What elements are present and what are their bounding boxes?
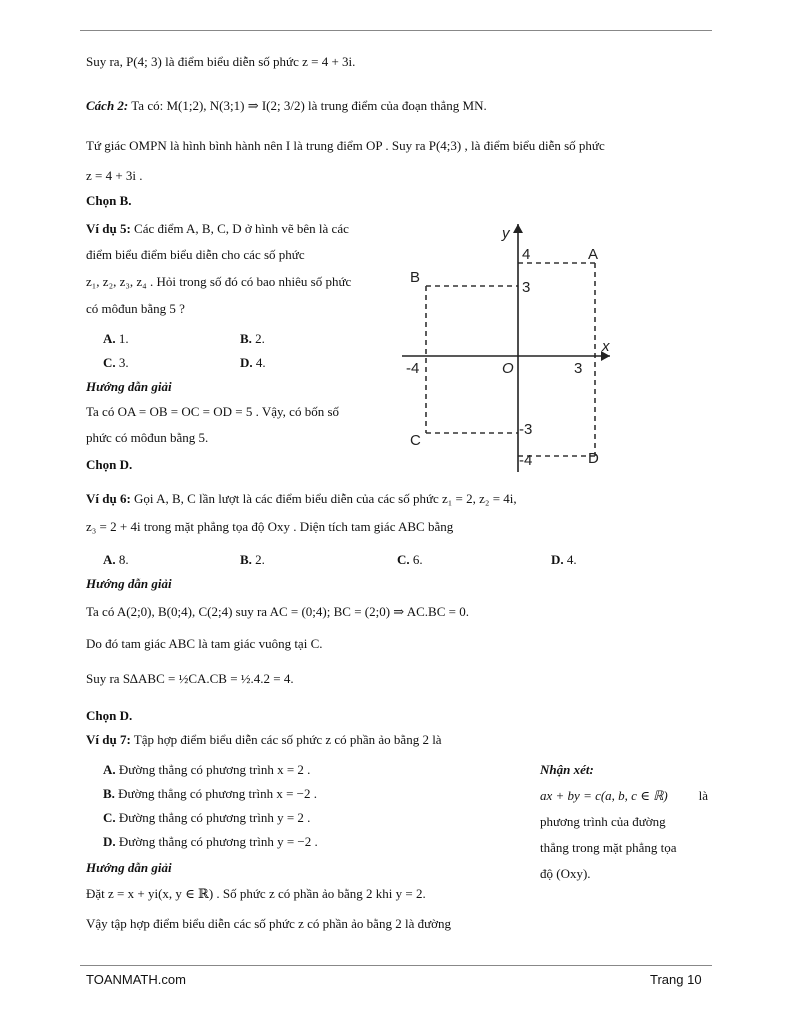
ex6-line-2: z₃ = 2 + 4i trong mặt phẳng tọa độ Oxy . Diện tích tam giác ABC bằng [86,519,454,534]
ex6-solution-3: Suy ra S∆ABC = ½CA.CB = ½.4.2 = 4. [86,671,294,686]
note-equation: ax + by = c(a, b, c ∈ ℝ) [540,788,668,803]
point-b-label: B [410,269,421,286]
label-origin: O [502,360,514,377]
ex5-answer: Chọn D. [86,457,133,472]
ex6-line-1 [86,490,517,508]
ex6-answer: Chọn D. [86,708,133,723]
point-c-label: C [410,432,421,449]
answer-1: Chọn B. [86,193,132,208]
ex7-solution-2: Vậy tập hợp điểm biểu diễn các số phức z có phần ảo bằng 2 là đường [86,916,452,931]
ex6-label: Ví dụ 6: [86,491,131,506]
note-title: Nhận xét: [540,762,594,777]
footer-rule [80,965,712,966]
ex6-option-b: B. 2. [240,552,265,567]
ex6-option-d: D. 4. [551,552,577,567]
label-x-axis: x [602,338,610,355]
ex5-option-d: D. 4. [240,355,266,370]
ex5-guide-heading: Hướng dẫn giải [86,379,172,394]
ex7-solution-1: Đặt z = x + yi(x, y ∈ ℝ) . Số phức z có phần ảo bằng 2 khi y = 2. [86,886,426,901]
footer-page-number: Trang 10 [650,972,702,987]
ex6-guide-heading: Hướng dẫn giải [86,576,172,591]
ex6-solution-1: Ta có A(2;0), B(0;4), C(2;4) suy ra AC = (0;4); BC = (2;0) ⇒ AC.BC = 0. [86,604,469,619]
tick-y-minus-4: -4 [519,452,533,469]
line-4: z = 4 + 3i . [86,168,143,183]
ex5-option-b: B. 2. [240,331,265,346]
point-d-label: D [588,450,599,467]
tick-y-4: 4 [522,246,531,263]
line-2 [86,97,487,115]
ex5-label: Ví dụ 5: [86,221,131,236]
ex7-option-d: D. Đường thẳng có phương trình y = −2 . [103,834,318,849]
label-y-axis: y [502,225,510,242]
y-axis-arrow [513,224,523,233]
line-3: Tứ giác OMPN là hình bình hành nên I là trung điểm OP . Suy ra P(4;3) , là điểm biểu diễn số phức [86,138,605,153]
ex7-option-a: A. Đường thẳng có phương trình x = 2 . [103,762,311,777]
ex6-option-a: A. 8. [103,552,129,567]
note-line-4: độ (Oxy). [540,866,591,881]
ex6-solution-2: Do đó tam giác ABC là tam giác vuông tại C. [86,636,323,651]
note-la: là [698,788,708,803]
ex5-solution-1: Ta có OA = OB = OC = OD = 5 . Vậy, có bốn số [86,404,340,419]
ex5-text-1: Các điểm A, B, C, D ở hình vẽ bên là các [130,221,349,236]
line-1: Suy ra, P(4; 3) là điểm biểu diễn số phức z = 4 + 3i. [86,54,356,69]
note-line-2: phương trình của đường [540,814,666,829]
ex7-line-1 [86,731,442,749]
complex-plane-figure [398,218,620,478]
ex7-option-b: B. Đường thẳng có phương trình x = −2 . [103,786,318,801]
header-rule [80,30,712,31]
ex5-line-4: có môđun bằng 5 ? [86,301,185,316]
ex5-solution-2: phức có môđun bằng 5. [86,430,209,445]
ex5-line-1 [86,220,349,238]
note-line-1 [540,783,708,809]
ex7-option-c: C. Đường thẳng có phương trình y = 2 . [103,810,311,825]
ex5-option-a: A. 1. [103,331,129,346]
ex7-text-1: Tập hợp điểm biểu diễn các số phức z có phần ảo bằng 2 là [130,732,442,747]
ex5-option-c: C. 3. [103,355,129,370]
cach2-text: Ta có: M(1;2), N(3;1) ⇒ I(2; 3/2) là trung điểm của đoạn thẳng MN. [128,98,487,113]
footer-site: TOANMATH.com [86,972,186,987]
tick-x-3: 3 [574,360,583,377]
ex7-label: Ví dụ 7: [86,732,131,747]
cach2-label: Cách 2: [86,98,129,113]
tick-y-3: 3 [522,279,531,296]
ex6-text-1: Gọi A, B, C lần lượt là các điểm biểu diễn của các số phức z₁ = 2, z₂ = 4i, [130,491,517,506]
ex5-line-2: điểm biểu điểm biểu diễn cho các số phức [86,247,305,262]
point-a-label: A [588,246,599,263]
note-line-3: thẳng trong mặt phẳng tọa [540,840,677,855]
ex6-option-c: C. 6. [397,552,423,567]
side-note [540,757,708,887]
ex5-line-3: z₁, z₂, z₃, z₄ . Hỏi trong số đó có bao nhiêu số phức [86,274,352,289]
tick-y-minus-3: -3 [519,421,533,438]
ex7-guide-heading: Hướng dẫn giải [86,860,172,875]
tick-x-minus-4: -4 [406,360,420,377]
